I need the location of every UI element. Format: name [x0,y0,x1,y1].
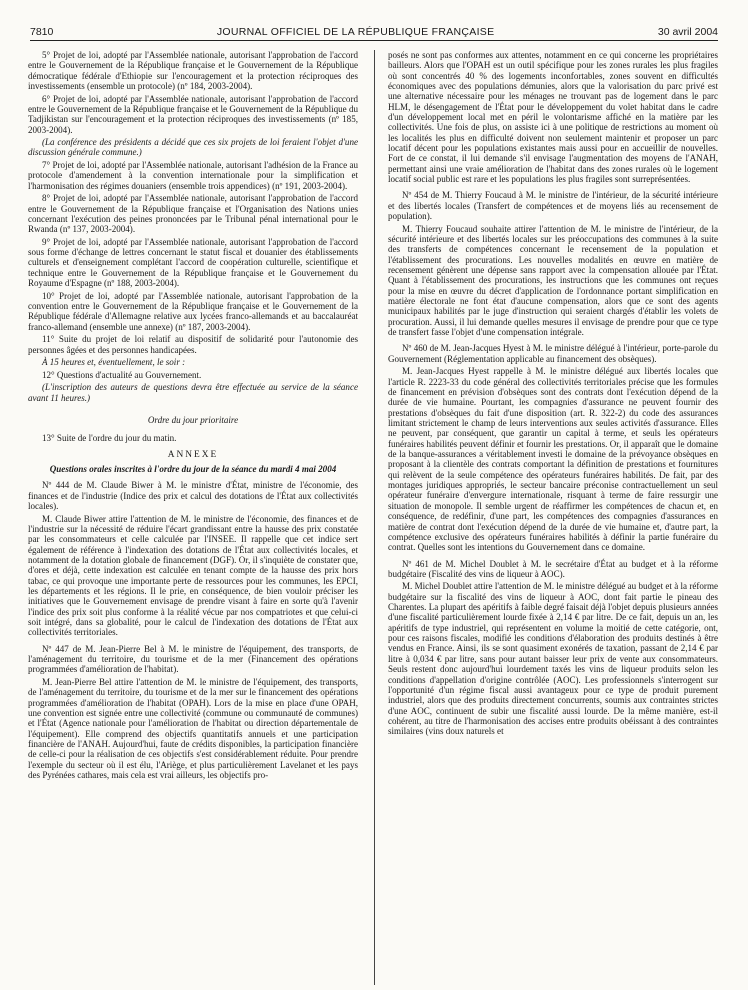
question-body: M. Claude Biwer attire l'attention de M. le ministre de l'économie, des finances et de l'industrie sur la nécessité de réduire l'écart grandissant entre la hausse des prix constatée par les consommateurs et celle calculée par l'INSEE. Il rappelle que cet indice sert également de référence à l'indexation des dotations de l'État aux collectivités locales, et notamment de la dotation globale de financement (DGF). Or, il s'inquiète de constater que, d'ores et déjà, cette indexation est calculée en tenant compte de la hausse des prix hors tabac, ce qui provoque une importante perte de ressources pour les communes, les EPCI, les départements et les régions. Il le prie, en conséquence, de bien vouloir préciser les initiatives que le Gouvernement envisage de prendre visant à faire en sorte qu'à l'avenir l'indice des prix soit plus conforme à la réalité vécue par nos compatriotes et que celui-ci soit intégré, dans sa globalité, pour le calcul de l'indexation des dotations de l'État aux collectivités territoriales. [28,513,358,638]
question-header: Nº 461 de M. Michel Doublet à M. le secrétaire d'État au budget et à la réforme budgétaire (Fiscalité des vins de liqueur à AOC). [388,558,718,579]
paragraph: 10° Projet de loi, adopté par l'Assemblée nationale, autorisant l'approbation de la convention entre le Gouvernement de la République française et le Gouvernement de la République fédérale d'Allemagne relative aux lycées franco-allemands et au baccalauréat franco-allemand (ensemble une annexe) (nº 187, 2003-2004). [28,290,358,332]
paragraph: 11° Suite du projet de loi relatif au dispositif de solidarité pour l'autonomie des personnes âgées et des personnes handicapées. [28,334,358,355]
inscription-note: (L'inscription des auteurs de questions devra être effectuée au service de la séance avant 11 heures.) [28,382,358,403]
column-divider [374,50,375,985]
afternoon-heading: À 15 heures et, éventuellement, le soir : [42,357,186,368]
paragraph: 9° Projet de loi, adopté par l'Assemblée nationale, autorisant l'approbation de l'accord sous forme d'échange de lettres concernant le statut fiscal et douanier des établissements culturels et d'enseignement complétant l'accord de coopération culturelle, scientifique et technique entre le Gouvernement de la République française et le Gouvernement du Royaume d'Espagne (nº 188, 2003-2004). [28,236,358,289]
paragraph: 5° Projet de loi, adopté par l'Assemblée nationale, autorisant l'approbation de l'accord entre le Gouvernement de la République française et le Gouvernement de la République démocratique fédérale d'Ethiopie sur l'encouragement et la protection réciproques des investissements (ensemble un protocole) (nº 184, 2003-2004). [28,50,358,92]
annexe-heading: ANNEXE [167,449,219,460]
question-header: Nº 444 de M. Claude Biwer à M. le ministre d'État, ministre de l'économie, des finances et de l'industrie (Indice des prix et calcul des dotations de l'État aux collectivités locales). [28,480,358,512]
priority-agenda-heading: Ordre du jour prioritaire [147,414,239,425]
question-body: M. Michel Doublet attire l'attention de M. le ministre délégué au budget et à la réforme budgétaire sur la fiscalité des vins de liqueur à AOC, dont fait partie le pineau des Charentes. La plupart des apéritifs à faible degré faisait déjà l'objet depuis plusieurs années d'une fiscalité particulièrement lourde fixée à 2,14 € par litre. De ce fait, depuis un an, les apéritifs de type industriel, qui représentent en volume la moitié de cette catégorie, ont, pour ces raisons fiscales, modifié les conditions d'élaboration des produits destinés à être vendus en France. Ainsi, ils se sont quasiment exonérés de taxation, passant de 2,14 € par litre à 0,034 € par litre, sans pour autant baisser leur prix de vente aux consommateurs. Seuls restent donc aujourd'hui lourdement taxés les vins de liqueur produits selon les conditions d'appellation d'origine contrôlée (AOC). Les professionnels s'interrogent sur l'opportunité d'un régime fiscal aussi avantageux pour ce type de produit purement industriel, alors que des produits directement concurrents, soumis aux contraintes strictes d'une AOC, continuent de subir une fiscalité aussi lourde. De la même manière, est-il cohérent, au titre de l'harmonisation des accises entre produits obéissant à des contraintes similaires (vins doux naturels et [388,581,718,737]
question-header: Nº 454 de M. Thierry Foucaud à M. le ministre de l'intérieur, de la sécurité intérieure et des libertés locales (Transfert de compétences et de moyens liés au recensement de population). [388,190,718,222]
header-rule [30,40,718,41]
publication-date: 30 avril 2004 [657,26,718,38]
question-body: M. Jean-Jacques Hyest rappelle à M. le ministre délégué aux libertés locales que l'article R. 2223-33 du code général des collectivités territoriales précise que les formules de financement en prévision d'obsèques sont des contrats dont l'exécution dépend de la durée de vie humaine. Pourtant, les compagnies d'assurance ne peuvent fournir des prestations d'obsèques du fait d'une disposition (art. R. 322-2) du code des assurances limitant strictement le champ de leurs interventions aux seules activités d'assurance. Elles ne peuvent, par conséquent, que garantir un capital à terme, et seuls les opérateurs funéraires habilités peuvent définir et fournir les prestations. Or, il apparaît que le domaine de la banque-assurances a véritablement investi le domaine de la prévoyance obsèques en proposant à la clientèle des contrats comportant la définition de prestations et fournitures qui relèvent de la seule compétence des opérateurs funéraires habilités. De fait, par des montages juridiques appropriés, le secteur bancaire préconise contractuellement un seul opérateur funéraire d'envergure internationale, risquant à terme de faire ressurgir une situation de monopole. Il semble urgent de réaffirmer les compétences de chacun et, en conséquence, de redéfinir, d'une part, les compétences des compagnies d'assurances en matière de contrat dont l'exécution dépend de la durée de vie humaine et, d'autre part, la compétence exclusive des opérateurs funéraires habilités à définir la partie funéraire du contrat. Quelles sont les intentions du Gouvernement dans ce domaine. [388,366,718,553]
page-header [30,20,718,38]
question-header: Nº 460 de M. Jean-Jacques Hyest à M. le ministre délégué à l'intérieur, porte-parole du Gouvernement (Réglementation applicable au financement des obsèques). [388,343,718,364]
left-column [28,50,358,985]
page-number: 7810 [30,26,54,38]
paragraph: 8° Projet de loi, adopté par l'Assemblée nationale, autorisant l'approbation de l'accord entre le Gouvernement de la République française et l'Organisation des Nations unies concernant l'exécution des peines prononcées par le Tribunal pénal international pour le Rwanda (nº 137, 2003-2004). [28,193,358,235]
paragraph: 13° Suite de l'ordre du jour du matin. [42,433,177,444]
paragraph: 7° Projet de loi, adopté par l'Assemblée nationale, autorisant l'adhésion de la France au protocole d'amendement à la convention internationale pour la simplification et l'harmonisation des régimes douaniers (ensemble trois appendices) (nº 191, 2003-2004). [28,160,358,191]
journal-title: JOURNAL OFFICIEL DE LA RÉPUBLIQUE FRANÇAISE [216,26,495,38]
paragraph: 12° Questions d'actualité au Gouvernement. [42,369,202,380]
question-body: M. Thierry Foucaud souhaite attirer l'attention de M. le ministre de l'intérieur, de la sécurité intérieure et des libertés locales sur les préoccupations des communes à la suite des transferts de compétences concernant le recensement de la population et l'établissement des procurations. Les nouvelles modalités en œuvre en matière de recensement génèrent une dépense sans rapport avec la compensation allouée par l'État. Quant à l'établissement des procurations, les instructions que les communes ont reçues pour la mise en œuvre du décret d'application de l'ordonnance portant simplification en matière électorale ne font état d'aucune compensation, alors que ce sont des agents municipaux habilités par le juge d'instruction qui seraient chargés d'établir les volets de procuration. Aussi, il lui demande quelles mesures il envisage de prendre pour que ce type de transfert fasse l'objet d'une compensation intégrale. [388,223,718,338]
right-column [388,50,718,985]
question-body: M. Jean-Pierre Bel attire l'attention de M. le ministre de l'équipement, des transports, de l'aménagement du territoire, du tourisme et de la mer sur le financement des opérations programmées d'amélioration de l'habitat (OPAH). Lors de la mise en place d'une OPAH, une convention est signée entre une collectivité (commune ou communauté de communes) et l'État (Agence nationale pour l'amélioration de l'habitat ou direction départementale de l'équipement). Elle comprend des objectifs quantitatifs annuels et une participation financière de l'ANAH. Aujourd'hui, faute de crédits disponibles, la participation financière de celle-ci pour la réalisation de ces objectifs s'est considérablement réduite. Pour prendre l'exemple du secteur où il est élu, l'Ariège, et plus particulièrement Lavelanet et les pays des Pyrénées cathares, mais cela est vrai ailleurs, les objectifs pro- [28,676,358,781]
conference-note: (La conférence des présidents a décidé que ces six projets de loi feraient l'objet d'une discussion générale commune.) [28,137,358,158]
question-body-continued: posés ne sont pas conformes aux attentes, notamment en ce qui concerne les propriétaires bailleurs. Alors que l'OPAH est un outil spécifique pour les zones rurales les plus fragiles où sont concentrés 40 % des logements inconfortables, zones souvent en difficultés économiques avec des populations démunies, alors que la valorisation du parc privé est une alternative nécessaire pour les ménages ne trouvant pas de logement dans le parc HLM, le désengagement de l'État pour le développement du volet habitat dans le cadre d'un développement local met en péril le volontarisme affiché en la matière par les collectivités. Une fois de plus, on assiste ici à une politique de restrictions au moment où les localités les plus en difficulté doivent non seulement maintenir et proposer un parc locatif décent pour les populations existantes mais aussi pour en accueillir de nouvelles. Fort de ce constat, il lui demande s'il envisage l'augmentation des moyens de l'ANAH, permettant ainsi une vraie amélioration de l'habitat dans des zones rurales où le logement locatif social public est rare et les populations les plus fragiles sont surreprésentées. [388,50,718,185]
oral-questions-heading: Questions orales inscrites à l'ordre du jour de la séance du mardi 4 mai 2004 [49,463,337,474]
paragraph: 6° Projet de loi, adopté par l'Assemblée nationale, autorisant l'approbation de l'accord entre le Gouvernement de la République française et le Gouvernement de la République du Tadjikistan sur l'encouragement et la protection réciproques des investissements (nº 185, 2003-2004). [28,93,358,135]
question-header: Nº 447 de M. Jean-Pierre Bel à M. le ministre de l'équipement, des transports, de l'aménagement du territoire, du tourisme et de la mer (Financement des opérations programmées d'amélioration de l'habitat). [28,643,358,675]
